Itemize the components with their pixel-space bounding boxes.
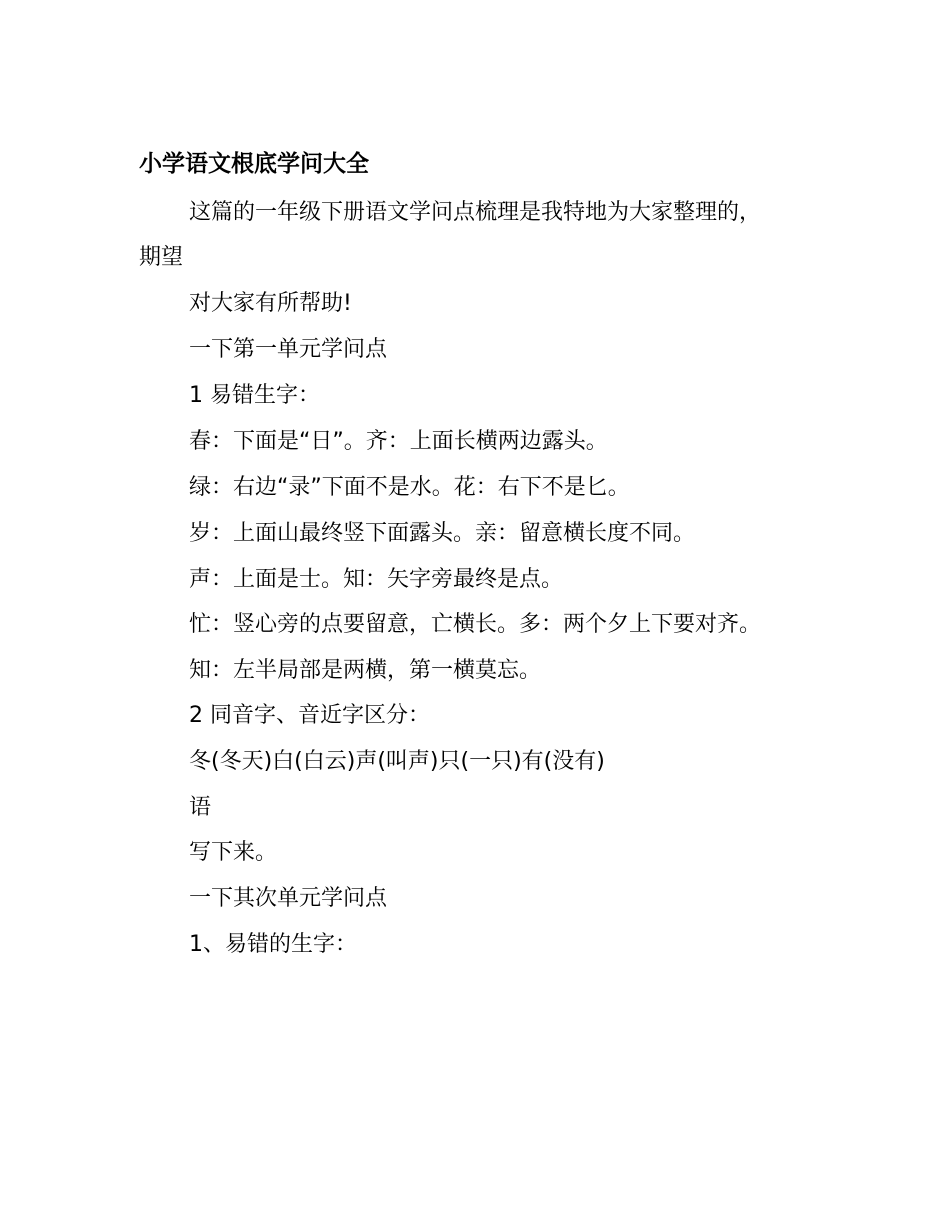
list-item: 声：上面是士。知：矢字旁最终是点。	[189, 567, 564, 592]
subheading-error-prone-characters: 1 易错生字：	[189, 383, 320, 408]
list-item: 冬(冬天)白(白云)声(叫声)只(一只)有(没有)	[189, 749, 605, 774]
paragraph-fragment: 写下来。	[189, 840, 278, 865]
subheading-error-prone-characters-2: 1、易错的生字：	[189, 932, 357, 957]
section-heading-unit-1: 一下第一单元学问点	[189, 337, 388, 362]
subheading-homophones: 2 同音字、音近字区分：	[189, 703, 430, 728]
document-title: 小学语文根底学问大全	[139, 151, 369, 177]
paragraph-wish: 对大家有所帮助!	[189, 291, 352, 316]
list-item: 春：下面是“日”。齐：上面长横两边露头。	[189, 429, 608, 454]
paragraph-intro-continued: 期望	[139, 245, 184, 270]
list-item: 岁：上面山最终竖下面露头。亲：留意横长度不同。	[189, 521, 696, 546]
list-item: 绿：右边“录”下面不是水。花：右下不是匕。	[189, 475, 630, 500]
paragraph-fragment: 语	[189, 795, 212, 820]
section-heading-unit-2: 一下其次单元学问点	[189, 886, 388, 911]
paragraph-intro: 这篇的一年级下册语文学问点梳理是我特地为大家整理的，	[189, 200, 762, 225]
list-item: 知：左半局部是两横，第一横莫忘。	[189, 658, 542, 683]
list-item: 忙：竖心旁的点要留意，亡横长。多：两个夕上下要对齐。	[189, 612, 762, 637]
